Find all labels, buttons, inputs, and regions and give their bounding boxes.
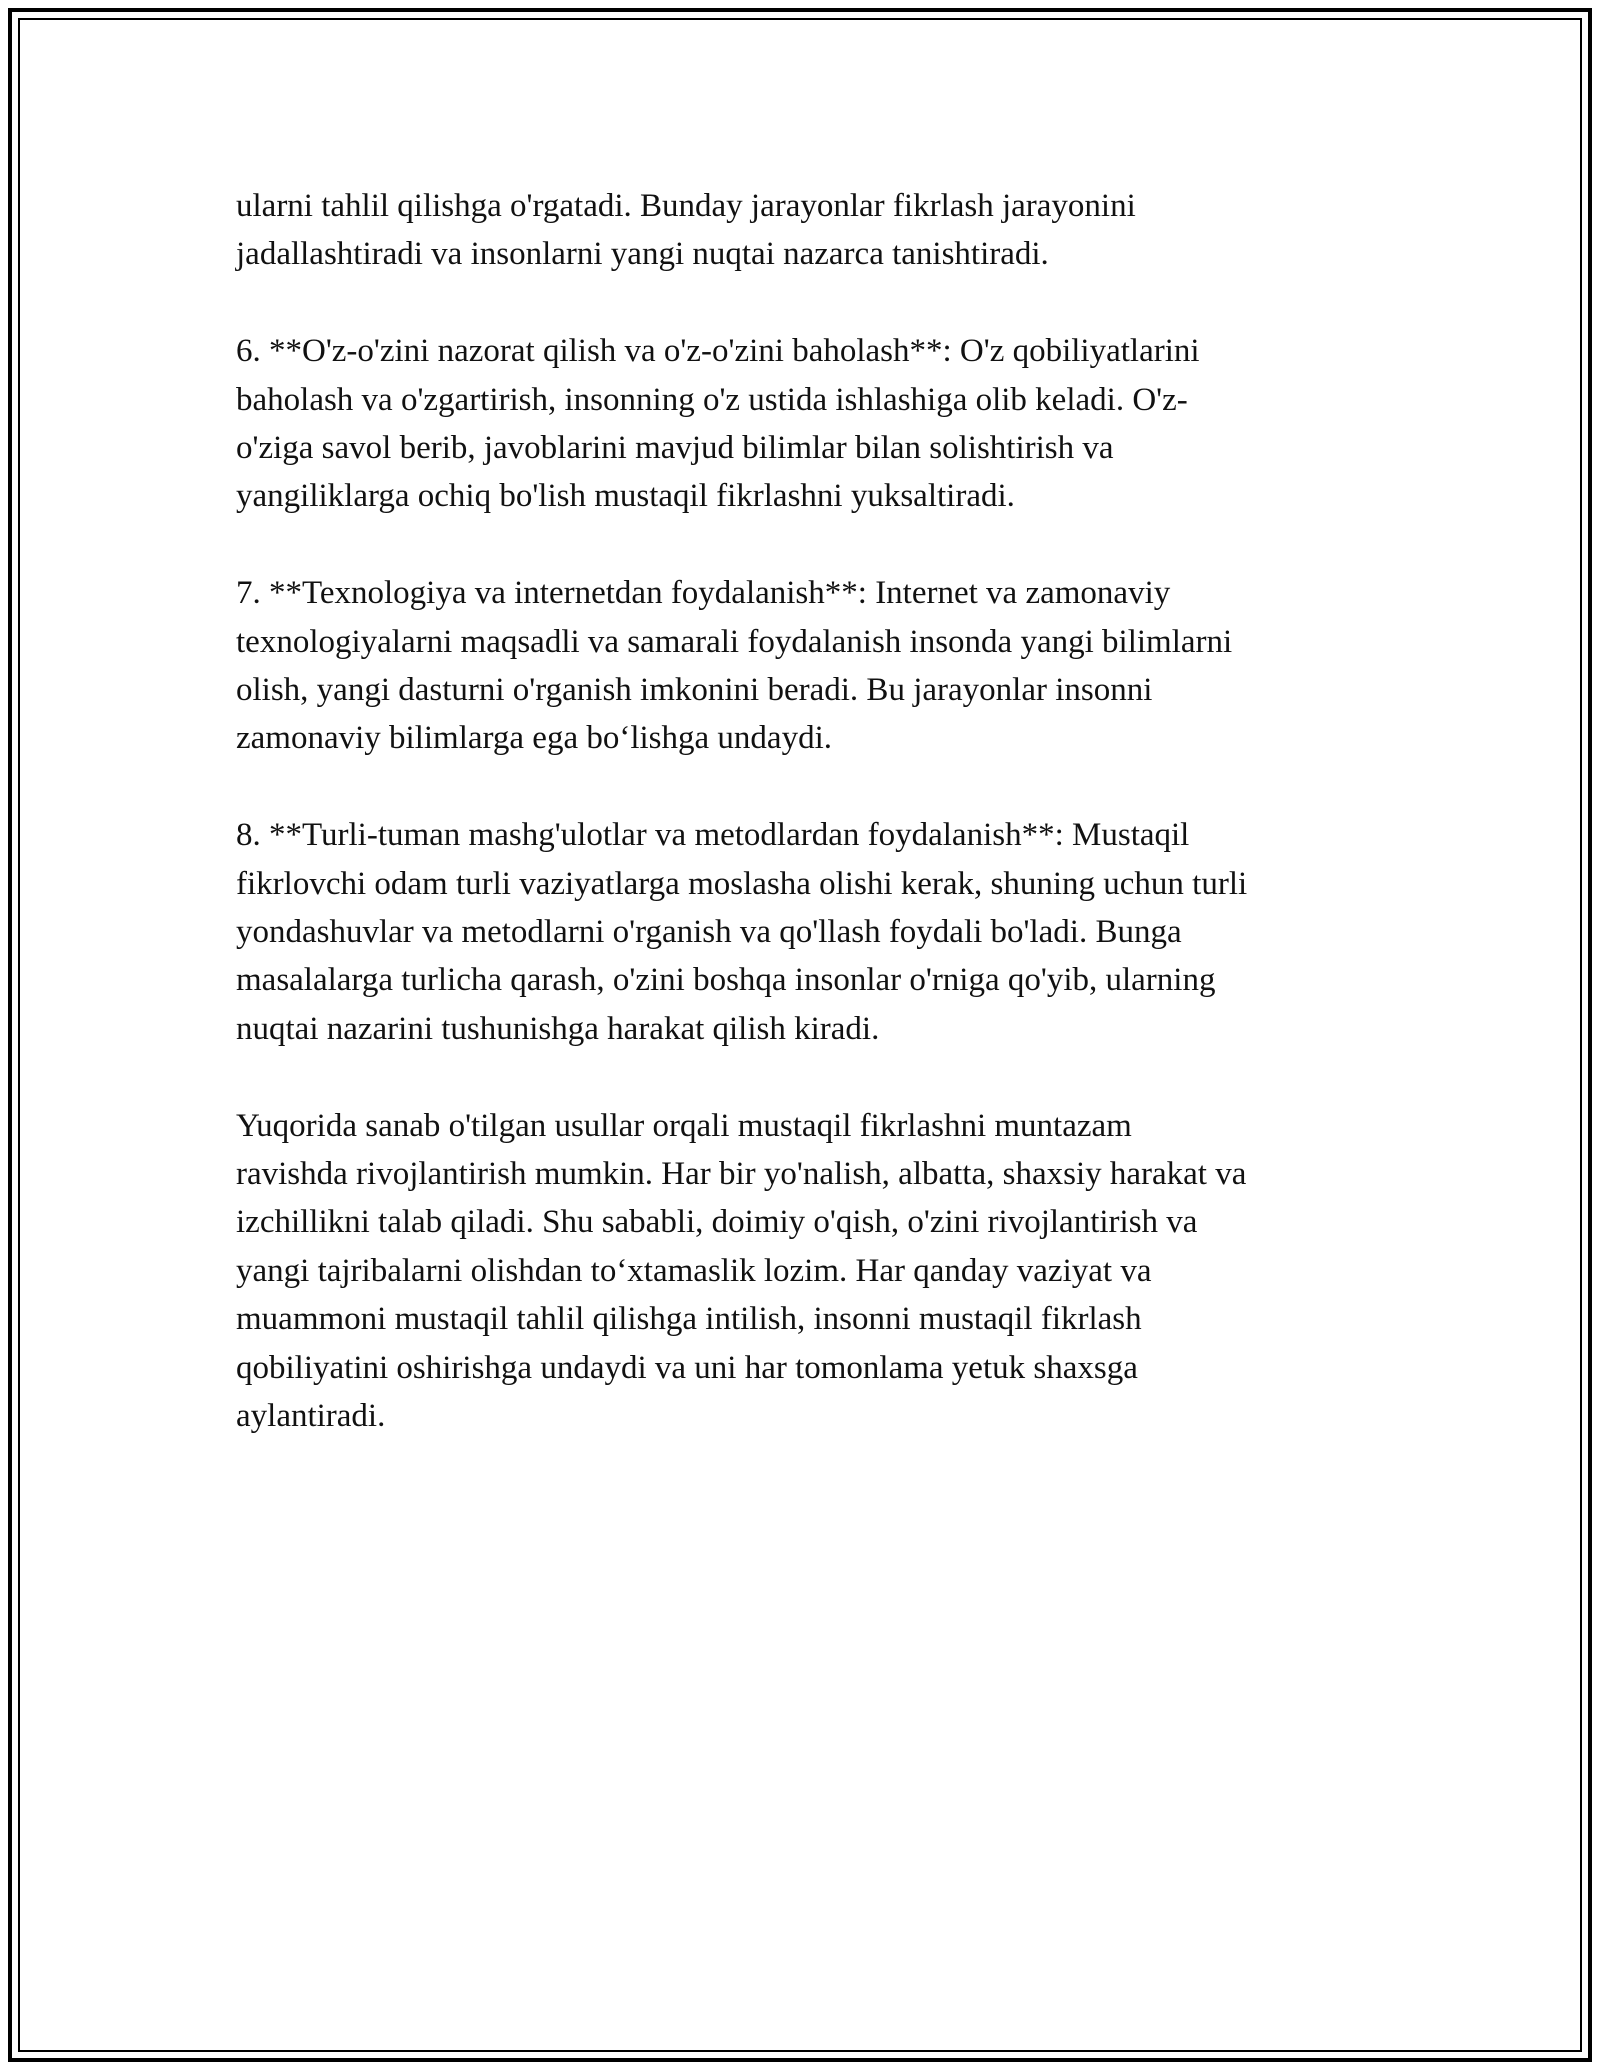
paragraph-item-7: 7. **Texnologiya va internetdan foydalanish**: Internet va zamonaviy texnologiyalarni maqsadli va samarali foydalanish insonda yangi bilimlarni olish, yangi dasturni o'rganish imkonini beradi. Bu jarayonlar insonni zamonaviy bilimlarga ega bo‘lishga undaydi. bbox=[236, 575, 1233, 757]
paragraph-item-6: 6. **O'z-o'zini nazorat qilish va o'z-o'zini baholash**: O'z qobiliyatlarini baholash va o'zgartirish, insonning o'z ustida ishlashiga olib keladi. O'z- o'ziga savol berib, javoblarini mavjud bilimlar bilan solishtirish va yangiliklarga ochiq bo'lish mustaqil fikrlashni yuksaltiradi. bbox=[236, 333, 1200, 515]
document-body bbox=[236, 182, 1376, 1489]
paragraph-intro-continuation: ularni tahlil qilishga o'rgatadi. Bunday jarayonlar fikrlash jarayonini jadallashtiradi va insonlarni yangi nuqtai nazarca tanishtiradi. bbox=[236, 188, 1136, 273]
paragraph-item-8: 8. **Turli-tuman mashg'ulotlar va metodlardan foydalanish**: Mustaqil fikrlovchi odam turli vaziyatlarga moslasha olishi kerak, shuning uchun turli yondashuvlar va metodlarni o'rganish va qo'llash foydali bo'ladi. Bunga masalalarga turlicha qarash, o'zini boshqa insonlar o'rniga qo'yib, ularning nuqtai nazarini tushunishga harakat qilish kiradi. bbox=[236, 817, 1248, 1047]
paragraph-conclusion: Yuqorida sanab o'tilgan usullar orqali mustaqil fikrlashni muntazam ravishda rivojlantirish mumkin. Har bir yo'nalish, albatta, shaxsiy harakat va izchillikni talab qiladi. Shu sababli, doimiy o'qish, o'zini rivojlantirish va yangi tajribalarni olishdan to‘xtamaslik lozim. Har qanday vaziyat va muammoni mustaqil tahlil qilishga intilish, insonni mustaqil fikrlash qobiliyatini oshirishga undaydi va uni har tomonlama yetuk shaxsga aylantiradi. bbox=[236, 1107, 1247, 1435]
